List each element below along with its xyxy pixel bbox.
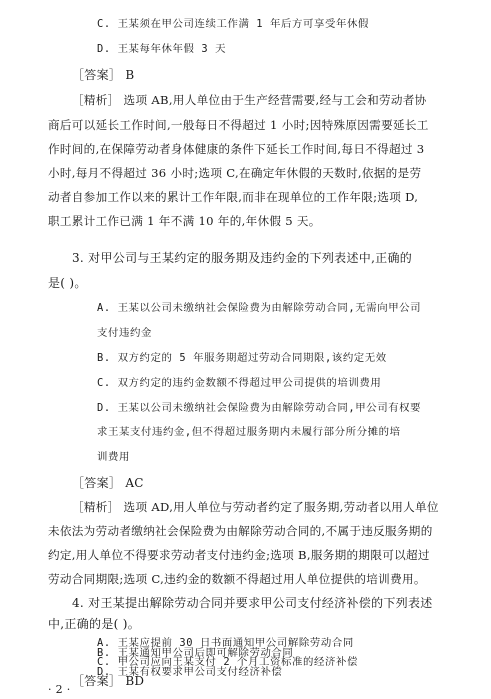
q4-option-c: C. 甲公司应向王某支付 2 个月工资标准的经济补偿 [97, 656, 358, 669]
q3-analysis-line: ［精析］ 选项 AD,用人单位与劳动者约定了服务期,劳动者以用人单位 [72, 500, 439, 514]
q2-analysis-line: 动者自参加工作以来的累计工作年限,而非在现单位的工作年限;选项 D, [48, 190, 419, 204]
q2-option-d: D. 王某每年休年假 3 天 [97, 43, 227, 55]
q3-analysis-line: 未依法为劳动者缴纳社会保险费为由解除劳动合同的,不属于违反服务期的 [48, 524, 433, 538]
q3-option-d: D. 王某以公司未缴纳社会保险费为由解除劳动合同,甲公司有权要 [97, 402, 422, 414]
q4-stem-line: 4. 对王某提出解除劳动合同并要求甲公司支付经济补偿的下列表述 [72, 596, 433, 610]
q4-option-d: D. 王某有权要求甲公司支付经济补偿 [97, 665, 283, 678]
q2-analysis-line: 职工累计工作已满 1 年不满 10 年的,年休假 5 天。 [48, 214, 321, 228]
q4-stem-line: 中,正确的是( )。 [48, 617, 140, 631]
q4-option-a: A. 王某应提前 30 日书面通知甲公司解除劳动合同 [97, 637, 354, 649]
q3-stem-line: 是( )。 [48, 276, 87, 290]
q4-answer: ［答案］ BD [72, 674, 145, 689]
q3-option-d-cont: 训费用 [97, 451, 130, 463]
q2-analysis-line: ［精析］ 选项 AB,用人单位由于生产经营需要,经与工会和劳动者协 [72, 93, 427, 107]
page-number: · 2 · [48, 683, 71, 696]
q3-analysis-line: 约定,用人单位不得要求劳动者支付违约金;选项 B,服务期的期限可以超过 [48, 548, 430, 562]
q3-option-b: B. 双方约定的 5 年服务期超过劳动合同期限,该约定无效 [97, 352, 387, 364]
q3-option-a-cont: 支付违约金 [97, 327, 152, 339]
q3-option-a: A. 王某以公司未缴纳社会保险费为由解除劳动合同,无需向甲公司 [97, 302, 422, 314]
q3-answer: ［答案］ AC [72, 476, 144, 490]
q2-analysis-line: 商后可以延长工作时间,一般每日不得超过 1 小时;因特殊原因需要延长工 [48, 118, 429, 132]
q3-analysis-line: 劳动合同期限;选项 C,违约金的数额不得超过用人单位提供的培训费用。 [48, 572, 426, 586]
q2-option-c: C. 王某须在甲公司连续工作满 1 年后方可享受年休假 [97, 18, 369, 30]
q4-option-b: B. 王某通知甲公司后即可解除劳动合同 [97, 646, 294, 659]
q3-option-d-cont: 求王某支付违约金,但不得超过服务期内未履行部分所分摊的培 [97, 426, 401, 438]
q2-answer: ［答案］ B [72, 68, 135, 82]
q3-stem-line: 3. 对甲公司与王某约定的服务期及违约金的下列表述中,正确的 [72, 251, 413, 265]
q2-analysis-line: 小时,每月不得超过 36 小时;选项 C,在确定年休假的天数时,依据的是劳 [48, 166, 422, 180]
q2-analysis-line: 作时间的,在保障劳动者身体健康的条件下延长工作时间,每日不得超过 3 [48, 142, 425, 156]
q3-option-c: C. 双方约定的违约金数额不得超过甲公司提供的培训费用 [97, 377, 382, 389]
